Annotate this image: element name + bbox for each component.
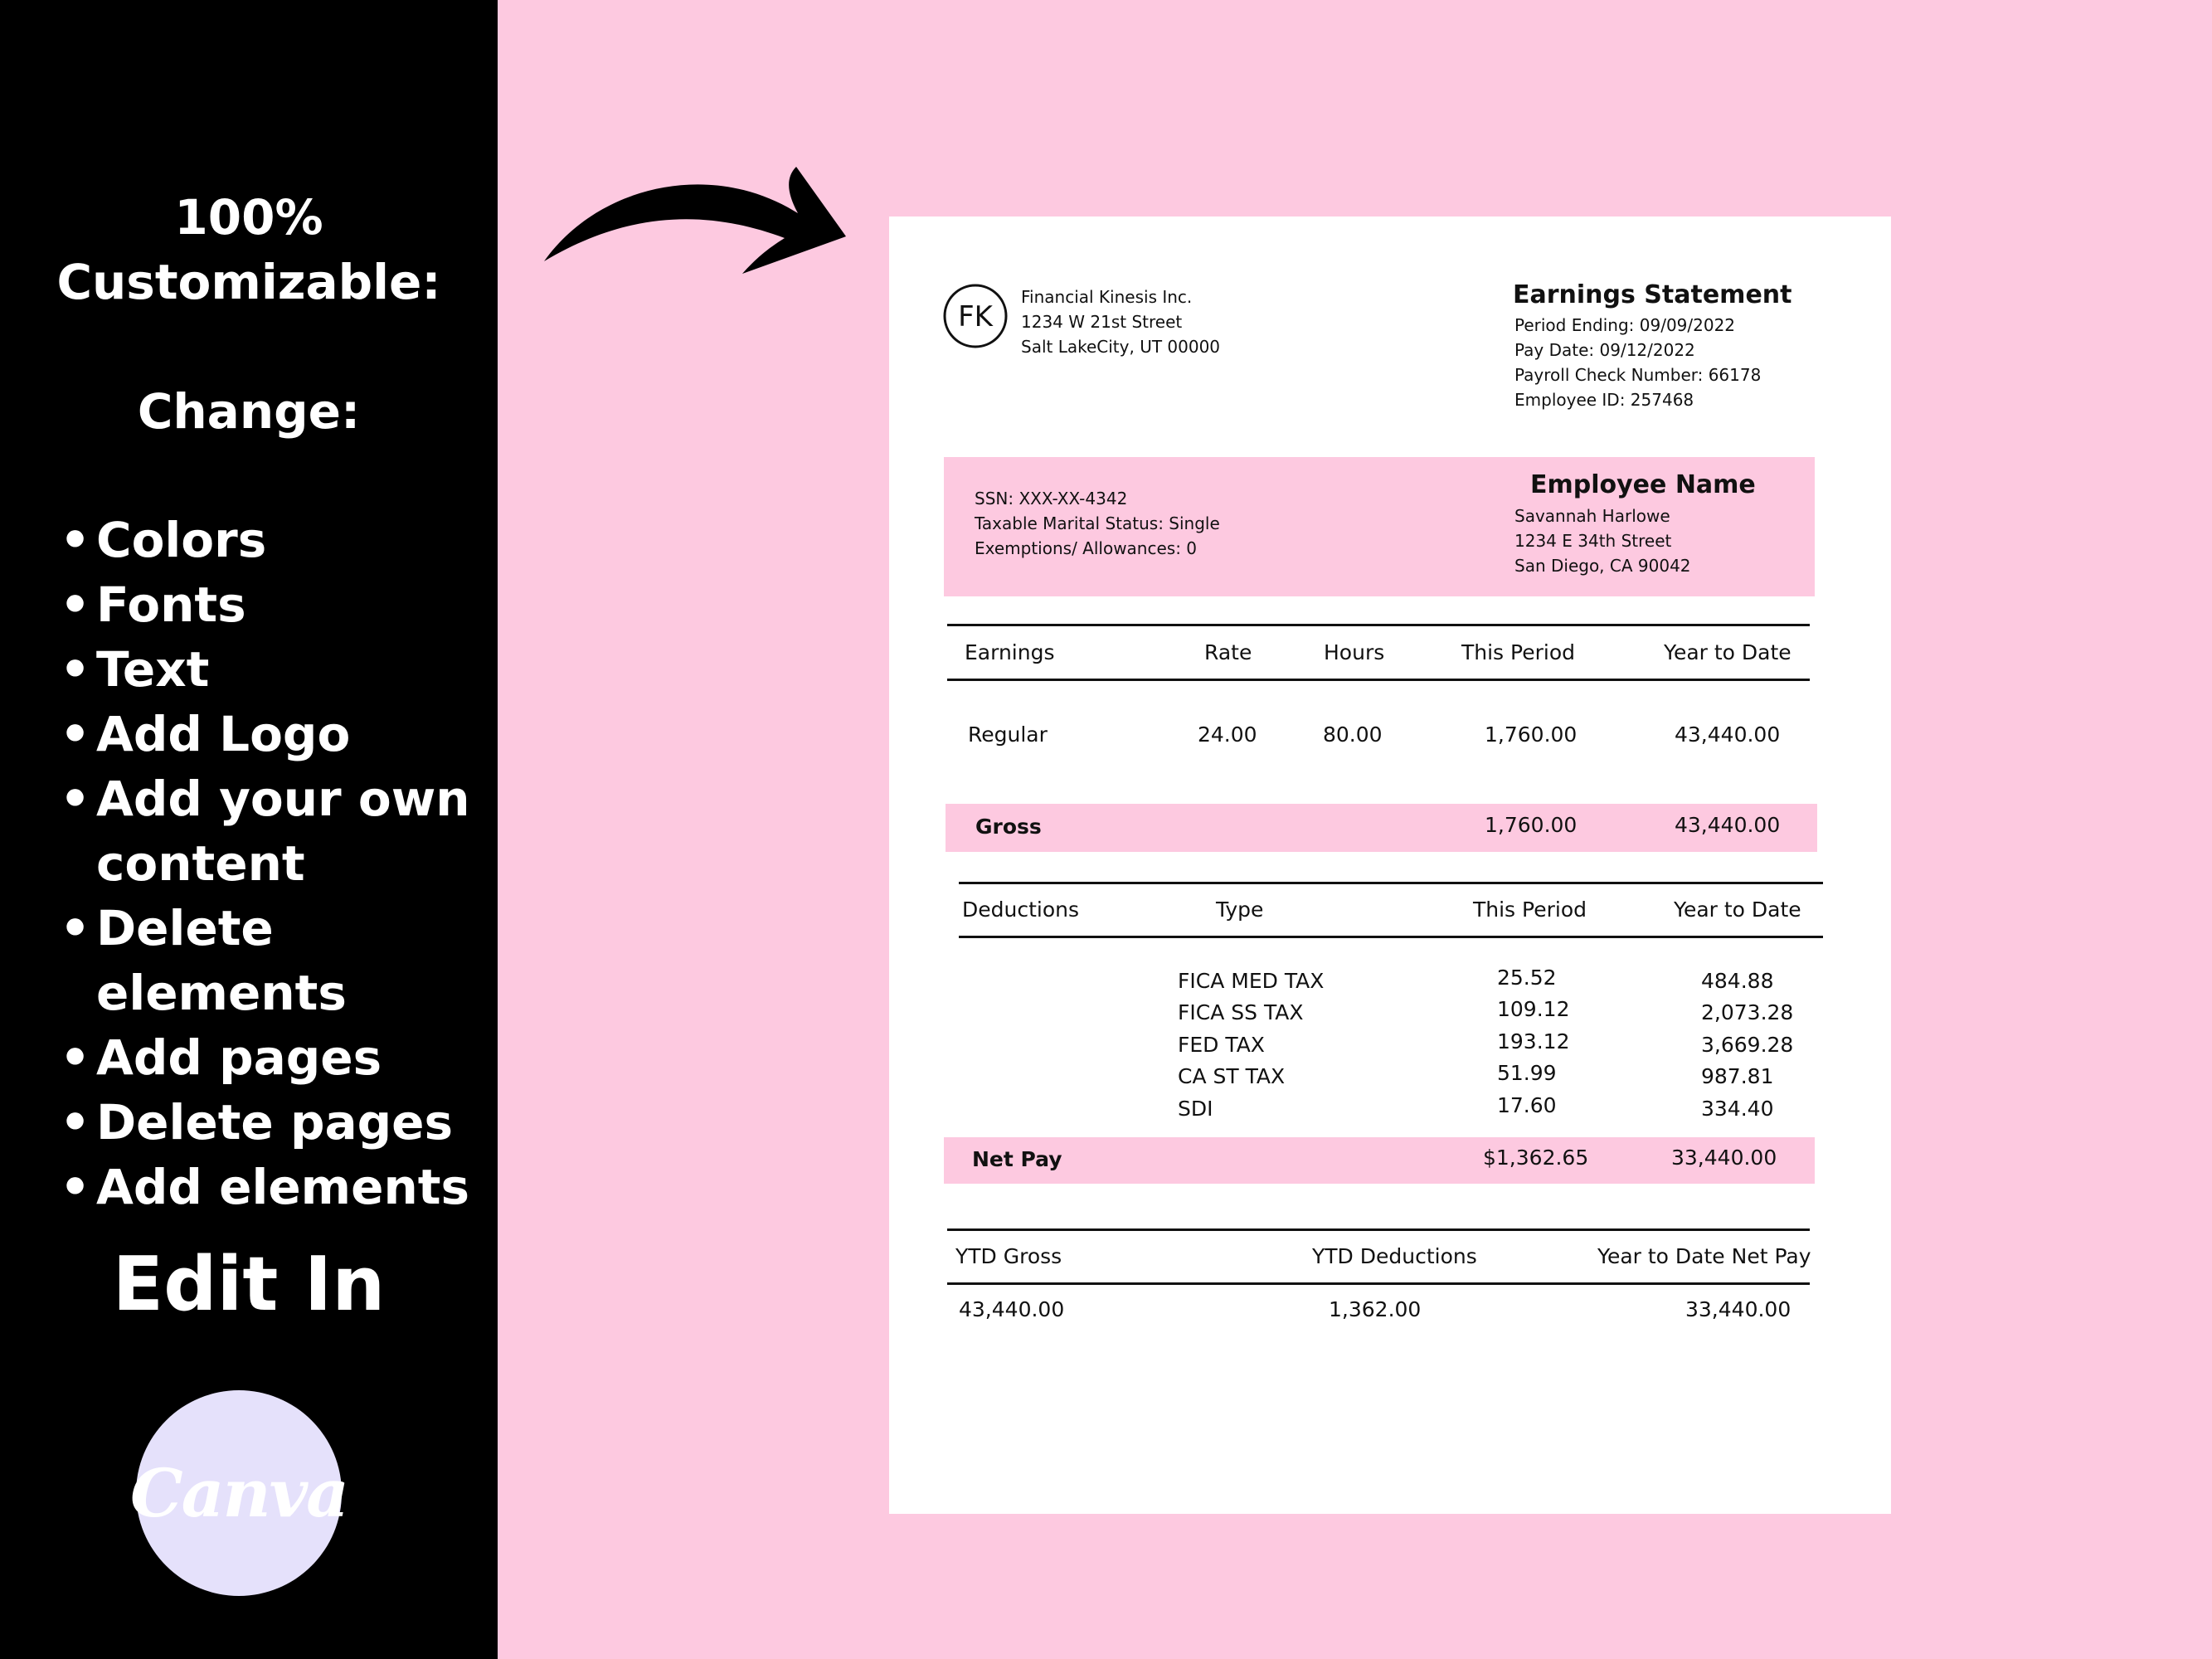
- pay-date: Pay Date: 09/12/2022: [1514, 340, 1695, 360]
- feature-item: • Colors: [60, 508, 491, 572]
- company-logo: [942, 283, 1009, 349]
- regular-rate: 24.00: [1198, 722, 1257, 747]
- employee-street: 1234 E 34th Street: [1514, 531, 1672, 551]
- divider: [947, 679, 1810, 681]
- regular-this-period: 1,760.00: [1485, 722, 1578, 747]
- deduction-this-period-header: This Period: [1473, 898, 1587, 922]
- deduction-type: FICA SS TAX: [1178, 1000, 1304, 1024]
- deduction-ytd: 2,073.28: [1701, 1000, 1794, 1024]
- ytd-deductions-value: 1,362.00: [1329, 1297, 1422, 1321]
- canva-logo-text: Canva: [130, 1454, 348, 1532]
- deduction-type: CA ST TAX: [1178, 1064, 1286, 1088]
- company-city: Salt LakeCity, UT 00000: [1021, 337, 1221, 357]
- divider: [947, 1282, 1810, 1285]
- deduction-ytd: 484.88: [1701, 969, 1774, 993]
- feature-item: • Add elements: [60, 1155, 491, 1219]
- ytd-net-pay-value: 33,440.00: [1685, 1297, 1791, 1321]
- statement-title: Earnings Statement: [1513, 280, 1792, 309]
- edit-in-label: Edit In: [112, 1241, 386, 1328]
- divider: [947, 1228, 1810, 1231]
- regular-ytd: 43,440.00: [1675, 722, 1781, 747]
- check-number: Payroll Check Number: 66178: [1514, 365, 1762, 385]
- net-pay-this-period: $1,362.65: [1483, 1146, 1589, 1170]
- deduction-ytd: 987.81: [1701, 1064, 1774, 1088]
- feature-item: • Add pages: [60, 1025, 491, 1090]
- this-period-header: This Period: [1461, 640, 1575, 664]
- earnings-header: Earnings: [965, 640, 1055, 664]
- deduction-this-period: 193.12: [1497, 1029, 1570, 1053]
- deductions-header: Deductions: [962, 898, 1080, 922]
- feature-item: • Add your own content: [60, 766, 491, 896]
- promo-heading-change: Change:: [137, 383, 361, 440]
- rate-header: Rate: [1204, 640, 1252, 664]
- employee-name: Savannah Harlowe: [1514, 506, 1670, 526]
- net-pay-label: Net Pay: [972, 1147, 1062, 1171]
- period-ending: Period Ending: 09/09/2022: [1514, 315, 1736, 335]
- deduction-ytd: 334.40: [1701, 1097, 1774, 1121]
- company-street: 1234 W 21st Street: [1021, 312, 1183, 332]
- employee-tax-info: [975, 486, 1220, 561]
- feature-list: [60, 508, 491, 1219]
- company-name: Financial Kinesis Inc.: [1021, 287, 1193, 307]
- ytd-deductions-header: YTD Deductions: [1312, 1244, 1477, 1268]
- deduction-this-period: 25.52: [1497, 966, 1557, 990]
- promo-panel: [0, 0, 498, 1659]
- ytd-gross-value: 43,440.00: [959, 1297, 1065, 1321]
- hours-header: Hours: [1324, 640, 1385, 664]
- exemptions: Exemptions/ Allowances: 0: [975, 538, 1198, 558]
- feature-item: • Delete pages: [60, 1090, 491, 1155]
- gross-this-period: 1,760.00: [1485, 813, 1578, 837]
- company-address: [1021, 285, 1220, 359]
- deduction-type: FICA MED TAX: [1178, 969, 1325, 993]
- feature-item: • Text: [60, 637, 491, 702]
- deduction-type: SDI: [1178, 1097, 1213, 1121]
- employee-id: Employee ID: 257468: [1514, 390, 1694, 410]
- regular-label: Regular: [968, 722, 1048, 747]
- canva-logo: [130, 1390, 348, 1596]
- ytd-net-pay-header: Year to Date Net Pay: [1597, 1244, 1811, 1268]
- curved-arrow-icon: [539, 162, 854, 286]
- feature-item: • Add Logo: [60, 702, 491, 766]
- gross-ytd: 43,440.00: [1675, 813, 1781, 837]
- company-logo-text: FK: [958, 300, 993, 333]
- divider: [959, 882, 1823, 884]
- deduction-this-period: 17.60: [1497, 1093, 1557, 1117]
- ssn: SSN: XXX-XX-4342: [975, 489, 1128, 508]
- employee-address: [1514, 504, 1691, 578]
- employee-city: San Diego, CA 90042: [1514, 556, 1691, 576]
- divider: [947, 624, 1810, 626]
- feature-item: • Delete elements: [60, 896, 491, 1025]
- earnings-statement-document: [889, 216, 1891, 1514]
- net-pay-ytd: 33,440.00: [1671, 1146, 1777, 1170]
- deduction-this-period: 109.12: [1497, 997, 1570, 1021]
- gross-label: Gross: [975, 815, 1042, 839]
- type-header: Type: [1216, 898, 1264, 922]
- employee-name-title: Employee Name: [1530, 470, 1756, 499]
- deduction-ytd-header: Year to Date: [1674, 898, 1801, 922]
- promo-heading-customizable: Customizable:: [56, 254, 441, 310]
- feature-item: • Fonts: [60, 572, 491, 637]
- marital-status: Taxable Marital Status: Single: [975, 513, 1220, 533]
- ytd-gross-header: YTD Gross: [955, 1244, 1062, 1268]
- deduction-this-period: 51.99: [1497, 1061, 1557, 1085]
- regular-hours: 80.00: [1323, 722, 1383, 747]
- deduction-type: FED TAX: [1178, 1033, 1265, 1057]
- deduction-ytd: 3,669.28: [1701, 1033, 1794, 1057]
- divider: [959, 936, 1823, 938]
- statement-details: [1514, 313, 1761, 412]
- promo-heading-percent: 100%: [174, 189, 323, 246]
- ytd-header: Year to Date: [1664, 640, 1791, 664]
